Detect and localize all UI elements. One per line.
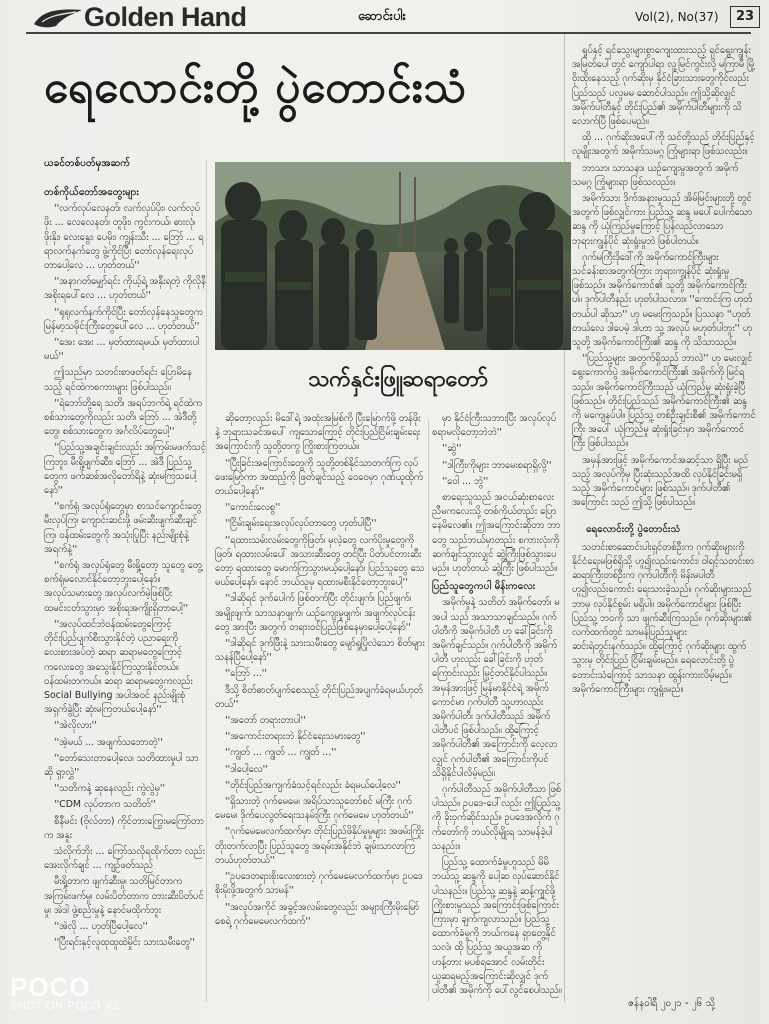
article-title: ရေလောင်းတို့ ပွဲတောင်းသံ [44,62,468,113]
paragraph: စာရေးသူသည် အငယ်ဆုံးစာလေး ညီမကလေးသို့ တစ်ကိုယ်တည်း ပြောနေမိလေ၏။ ဤအကြောင်းဆိုတာ ဘာတွေ သည်ဘယ်မှာတည်း စကားလုံးကို ဆက်ချင်သွားလျှင် ဆွဲ့ကြီးဖြစ်သွားပေမည်။ ဟုတ်တယ် ဆွဲ့ကြီး ဖြစ်ပါသည်။ [432,492,561,575]
paragraph: ''ဒါကြီးကိုများ ဘာမေးစရာရှိလို့'' [442,459,552,471]
paragraph: ''ဘြော် ...'' [225,668,267,680]
paragraph: သတင်းစာဆောင်းပါးရှင်တစ်ဦးက ဂုက်ဆိုးများကို နိုင်ငံရေးမဖြစ်ရှိသို့ ဟူ၍လည်းကောင်း၊ ဝါရင့်သတင်းစာ ဆရာကြီးတစ်ဦးက ဂုက်ပါတီကို မိန်းမပါတီဟူ၍လည်းကောင်း ရေးသားခဲ့သည်။ ဂုက်ဆိုးများသည် ဘာမှ လုပ်နိုင်စွမ်း မရှိပါ။ အမိုက်ကောင်များ ဖြစ်ပြီး ပြည်သူ့ ဘဝကို သာ ဖျက်ဆီးကြသည်။ ဂုက်ဆိုးများ၏ လက်ထက်တွင် သာမန်ပြည်သူများ ဆင်းရဲတွင်းနက်သည်။ ထို့ကြောင့် ဂုက်ဆိုးများ ထွက်သွားမှ တိုင်းပြည် ငြိမ်းချမ်းမည်။ ရေလောင်းတို့ ပွဲတောင်းသံကြောင့် သာသနာ ထွန်းကားလိမ့်မည်။ အမိုက်ကောင်ကြီးများ ကျရှုံးမည်။ [572,541,755,695]
paragraph: ''တိုင်းပြည်အကျက်ခံသင့်ရင်လည်း ခံရမယ်ပေါ့လေ'' [225,779,401,791]
continued-note: ယခင်တစ်ပတ်မှအဆက် [44,158,131,169]
paragraph: မီးရှို့တာက ဖျက်ဆီးမှု၊ သတိမြင်တာက အကြမ်းဖက်မှု၊ လမ်းပိတ်တာက တားဆီးပိတ်ပင်မှု၊ အဲဒါ ဖွဲ့စည်းမှုနဲ့ နောင်မထိုက်ဘူး [44,876,204,916]
text-column-1 [44,182,206,1000]
paragraph: ''အကောင်းတရားဘဲ နိုင်ငံရေးသမားတွေ'' [225,731,366,743]
paragraph: ''ဆွဲ'' [442,443,462,455]
text-column-3 [432,412,564,1000]
page-number: 23 [730,6,760,28]
page-footer: ဇန်နဝါရီ ၂၀၂၁ - ၂၆ သို့ [628,998,715,1009]
paragraph: ''လက်လုပ်လေနတ်၊ လက်လုပ်ပိုး၊ လက်လုပ်ဖိုး ... လေလေနတ်၊ တူဖိုး၊ ကွင်းကယ်၊ ဓားလုံ၊ ဖိုးနိုး၊ လေးနွေး၊ ပေမိုး၊ ကျွန်းသီး ... ဘြော် ... ရရာလက်နက်တွေ ဖွဲ့ကိုင်ပြီး တော်လှန်ရေးလုပ်တာပေါ့လေ ... ဟုတ်တယ်'' [44,203,204,272]
photo-caption: သက်နှင်းဖြူဆရာတော် [308,367,488,392]
paragraph: ဂုက်မကြီးဒိုဒေါ်ကို အမိုက်ကောင်ကြီးများ သင်ခန်းစာအတွက်ကြား ဘုရားကျွန်ပိုင် ဆုံးရှုံးမှုဖြစ်သည်။ အမိုက်ကောင်၏ သူတို့ အမိုက်ကောင်ကြီးပါ။ ဒုက်ပါတီနည်း ဟုတ်ပါသလား။ ''ကောင်းကြ ဟုတ်တယ်ပါ ဆိုသာ'' ဟု မမေးကြသည်။ ပြဿနာ ''ဟုတ်တယ်လေ ဒါပေမဲ့ ဒါဟာ သူ့ အလုပ် မဟုတ်ပါဘူး'' ဟု သူတို့ အမိုက်ကောင်ကြီး၏ ဆန္ဒ ကို သိသာသည်။ [572,251,753,349]
paragraph: ''ဒါပေါ့လေ'' [225,763,268,775]
paragraph: ''စက်ရုံ အလုပ်ရုံတွေမှာ စာသင်ကျောင်းတွေ မီးလှပ်ကြ၊ ကျောင်းဆင်းဖို့ ဖမ်းဆီးဖျက်ဆီးချင်ကြ၊ ဝန်ထမ်းတွေကို အသုံးပြုပြီး နည်းမျိုးစုံနဲ့ အရက်နဲ့'' [44,501,202,555]
paragraph: ''ကျွတ် ... ကျွတ် ... ကျွတ် ...'' [225,747,337,759]
paragraph: ဤသည်မှာ သတင်းစာဖတ်ရင်း ပြောမိနေသည့် ရင်ထဲကစကားများ ဖြစ်ပါသည်။ [44,367,192,393]
paragraph: ''အဲလိုလား'' [54,720,97,732]
paragraph: သံလိုက်ဘိုး ... ကြော်သလိုရထိုက်တာ လည်း အေးလိုက်ချင် ... ကျဉ်ဖတ်သည် [44,845,205,872]
camera-watermark-text: SHOT ON POCO X2 [10,1000,120,1012]
paragraph: ''အဲ့မယ် ... အဖျက်သဘောတဲ့'' [54,736,163,748]
subheading: တစ်ကိုယ်တော်အတွေးများ [44,187,139,198]
text-column-2 [215,412,425,1000]
paragraph: ''တော်သေးတာပေါ့လေ၊ သတိထားမှုပါ သာဆို ရှာ့လွှဲ'' [44,752,199,778]
paragraph: ''ပြီးရင်းနှင့်လူထုထူထဲမှိုင်း သားသမီးတွေ'' [54,937,195,949]
subheading: ရေလောင်းတို့ ပွဲတောင်းသံ [586,523,681,535]
column-divider [428,420,429,1002]
subheading: ပြည်သူတွေကပါ မိန်းကလေး [432,581,536,593]
paragraph: အမိုက်သား ဒိုက်အနားမှုသည် အိမ်မြင်းများတို့ တွင်အတွက် ဖြစ်လျှင်ကား ပြည်သူ့ ဆန္ဒ မပေါ်ပေါက်သော ဆန္ဒ ကို ယုံကြည်မှုကြောင့် ပြန်လည်လာသော ဘုရားကျွန်ပိုင် ဆုံးရှုံးမှုဘဲ ဖြစ်ပါတယ်။ [572,193,753,247]
paragraph: ''အနာဂတ်မျှော်ရင်း ကိုယ့်ရဲ့ အနှီးရတဲ့ ကိုလိုနီ အစိုးရပေါ်လေ ... ဟုတ်တယ်'' [44,276,206,302]
paragraph: ''CDM လုပ်တာက သတိတ်'' [54,799,156,811]
paragraph: ''ကောင်းလေစွ'' [225,502,281,514]
magazine-logo: Golden Hand [84,2,247,32]
header-rule [26,32,751,34]
paragraph: ''အတော် တရားတာပါ'' [225,715,306,727]
column-divider [206,160,207,1002]
paragraph: ''ရုရုလက်နက်ကိုင်ပြီး တော်လှန်နေသူတွေက မြန်မာ့သမိုင်းကြီးတွေပေါ်လေ ... ဟုတ်တယ်'' [44,306,203,332]
paragraph: ''အလုပ်ထင်ဘဲဝန်ထမ်းတွေကြောင့် တိုင်းပြည်ပျက်စီးသွားနိုင်တဲ့ ပညာရေးကို လေးစားအပ်တဲ့ ဆရာ ဆရာမတွေကြောင့် ကလေးတွေ အသွေးနိုင်ကြသွားနိုင်တယ်။ ဝန်ထမ်းတကယ်။ ဆရာ ဆရာမတွေကလည်း Social Bullying အပါအဝင် နည်းမျိုးစုံ အရှက်ခွဲပြီး ဆုံးမကြတယ်ပေါ့နော်'' [44,618,193,716]
paragraph: ''စက်ရုံ အလုပ်ရုံတွေ မီးရှို့တော့ သူတွေ တွေ့ စက်ရုံမလောင်နိုင်တော့ဘူးပေါ့နော်။ အလုပ်သမားတွေ အလုပ်လက်မဲ့ဖြစ်ပြီး ထမင်းငတ်သွားမှာ အစိုးရအကျိုးရှိတာပေါ့'' [44,560,202,614]
paragraph: မှာ နိုင်ငံကြီးသဘားပြီး အလုပ်လုပ်စရာမလိုတော့ဘဲဘဲ'' [432,413,557,439]
paragraph: ''ဒါဆိုရင် ဒုက်ဖြီးနဲ့ သားသမီးတွေ မျော်ရှုပြိုလဲသော စိတ်များသနန်ပြီပေါ့နော်'' [215,638,425,664]
volume-number: Vol(2), No(37) [635,10,719,24]
article-photo [215,162,571,350]
magazine-page [8,0,761,1024]
paragraph: ''ပြည်သူ့အချင်းချင်းလည်း အကြမ်းမဖက်သင့်ကြဘူး၊ မီးရှို့ဖျက်ဆီး၊ ဘြော် ... အဲဒီ ပြည်သူ့တွေက ဖက်ဆစ်အလိုတော်ရိနဲ့ ဆုံးမကြသပေါ့နော်'' [44,442,206,497]
paragraph: ဆိုတော့လည်း မိဒေါ်ရဲ့ အထုံးအမြစ်ကို ပြီးမြောက်ဖို့ တန်ဖိုးနဲ့ ဘုရားသခင်အပေါ် ကျသောကြောင့် တိုင်းပြည်ငြိမ်းချမ်းရေး အကြောင်းကို သူတို့တကွ ကြိုးစားကြတယ်။ [215,413,421,453]
paragraph: ''ပြီးခြင်းအကြောင်းတွေကို သူတို့တစ်နိုင်သာတက်ကြ လုပ်ဖေးမြော်ကာ အထည့်ကို ဖြတ်ချင်သည့် ဝေဝေမှာ ဂုဏ်ယူထိုက်တယ်ပေါ့နော်'' [215,457,423,498]
paragraph: ''အေး အေး ... မှတ်ထားရမယ်၊ မှတ်ထားပါမယ်'' [44,337,200,363]
paragraph: ''အဲလို ... ဟုတ်ပြီပေါ့လေ'' [54,920,148,932]
paragraph: ''ဝေါ ... ဘွဲ'' [442,475,489,487]
paragraph: ''ဒါဆိုရင် ဒုက်ပေါက် ဖြစ်တက်ပြီး တိုင်းဖျက်၊ ပြည်ဖျက်၊ အမျိုးဖျက်၊ သာသနာဖျက်၊ ယဉ်ကျေးမှုဖျက်၊ အဖျက်လုပ်ငန်းတွေ အားပြီး အတွက် တရားဝင်ပြည်ဖြစ်နေမှာပေါ့ပေါ့နော်'' [215,593,416,633]
paragraph: ရှုပ်နှင့် ရင်သွေးများစွာကျေးထားသည့် ရှင်ရွေးကျွန်း အမြတ်ပေါ်တွင် ကျော်ပါရာ လူ့မြင်ကွင်းလို့ မကြာမီ မြို့ဝိုးထိုးနေသည့် ဂုက်ဆိုးမှ နိုင်ငံခြားသားတွေကိုင်လည်းပြည်သည် ပလူမမ ဆောင်ပါသည်။ ဤသို့ဆိုလျှင် အမိုက်ပါတီနှင့် တိုင်းပြည်၏ အမိုက်ပါတီများကို သိလောက်ပြီ ဖြစ်ပေမည်။ [572,45,756,128]
soldiers-marching-photo [215,162,571,350]
paragraph: ''ဂုက်မေမေလက်ထက်မှာ တိုင်းပြည်ဖိနှိပ်မှုမှုများ အဖမ်းကြိုးတိုးတက်လာပြီး ပြည်သူတွေ အရမ်းအနိုင်ဘဲ ချမ်းသာလာကြတယ်ဟုတ်တယ်'' [215,826,424,866]
paragraph: ''ရထားသမ်းလမ်းတွေကိုဖြတ်၊ မှလဲ့တွေ လက်ပိုးမှုတွေကို ဖြတ်၊ ရထားလမ်းပေါ် အသားဆီးတွေ တင်ပြီး ပိတ်ပင်တားဆီးတော့ ရထားတွေ မောက်ကြသွားမယ့်ပေါ့နော်၊ ပြည်သူတွေ သေမယ်ပေါ့နော်၊ နောင် ဘယ်သူမှ ရထားမစီးနိုင်တော့ဘူးပေါ့'' [215,534,425,589]
paragraph: အမိုက်မှုနဲ့ သတိတ် အမိုက်တော်၊ မအပါ သည် အသာသာချင်သည်။ ဂုက်ပါတီကို အမိုက်ပါတီ ဟု ခေါ်ခြင်းကို အမိုက်ချင်သည်။ ဂုက်ပါတီကို အမိုက်ပါတီ ဟုလည်း ခေါ်ခြင်းကို ဟုတ်ကြောင်းလည်း မြှင့်တင်နိုင်ပါသည်။ အမှန်အားဖြင့် မြန်မာနိုင်ငံရဲ့ အမိုက်ကောင်မာ ဂုက်ပါတီ သူ့ဟာလည်း အမိုက်ပါတီ၊ ဒုက်ပါတီသည် အမိုက်ပါတီပင် ဖြစ်ပါသည်။ ထို့ကြောင့် အမိုက်ပါတီ၏ အကြောင်းကို လေ့လာလျှင် ဂုက်ပါတီ၏ အကြောင်းကိုပင် သိရှိနိုင်ပါလိမ့်မည်။ [432,597,560,779]
paragraph: ''အလုပ်အကိုင် အခွင့်အလမ်းတွေလည်း အများကြီးမိုးမြော်စေရဲ့ ဂုက်မေမေလက်ထက်'' [215,901,420,927]
paragraph: စီနီမင်း (ဗိုလ်တာ) ကိုင်တားကြွေးမကြော်တာက အနူး [44,815,204,841]
paragraph: ''ရှိသားတဲ့ ဂုက်မေမေ၊ အရိပ်သာသူတော်စင် မကြီး ဂုက်မေမေ၊ ဒိုက်ပေလွတ်ရေးသနမ်းကြီး ဂုက်မေမေ ဟုတ်တယ်'' [215,796,414,822]
paragraph: ဂုက်ပါတီသည် အမိုက်ပါတီသာ ဖြစ်ပါသည်။ ဥပဒေ-ပေါ်လည်း ဤပြည်သူ့ကို ခိုးဝှက်ဆိုင်သည်။ ဥပဒေအလိုက် ဂုက်တော်ကို ဘယ်လိုမျိုးရ သာမန်ခဲ့ပါသနည်း။ [432,784,562,852]
paragraph: ဘာသာ၊ သာသနာ၊ ယဉ်ကျေးမှုအတွက် အမိုက်သမဂ္ဂ ကြုံများရာ ဖြစ်သလည်း။ [572,162,739,188]
paragraph: ''ငြိမ်းချမ်းရေးအလုပ်လုပ်တာတွေ ဟုတ်ပါပြီ'' [225,518,377,530]
section-label: ဆောင်းပါး [358,9,406,24]
paragraph: ''ရဲဘော်တို့ရေ သတိ၊ အရပ်ဘက်ရဲ့ ရင်ထဲက စစ်သားတွေကိုလည်း သတိ၊ ဘြော် ... အဲဒီတို့တွေ၊ စစ်သားတွေက အင်္ဂလိပ်တွေပေါ့'' [44,397,203,438]
paragraph: ''ပြည်သူ့များ အတွက်ရှိသည် ဘာလဲ'' ဟု မေးလျှင် ရွေးကောက်ပွဲ အမိုက်ကောင်ကြီး၏ အမိုက်ကို မြင်ရသည်။ အမိုက်ကောင်ကြီးသည် ယုံကြည်မှု ဆုံးရှုံးခဲ့ပြီ ဖြစ်သည်။ တိုင်းပြည်သည် အမိုက်ကောင်ကြီး၏ ဆန္ဒ ကို မကျေနပ်ပါ။ ပြည်သူ့ တစ်ဦးချင်းစီ၏ အမိုက်ကောင်ကြီး အပေါ် ယုံကြည်မှု ဆုံးရှုံးခြင်းမှာ အမိုက်ကောင်ကြီး ဖြစ်ပါသည်။ [572,353,756,450]
paragraph: ''သတိကနဲ့ ဆုနေလည်း ကွဲလွဲမှ'' [54,783,166,795]
golden-hand-logo-icon [32,6,84,30]
camera-watermark-brand: POCO [10,972,91,1002]
paragraph: ထို ... ဂုက်ဆိုးအပေါ်ကို သင်တို့သည် တိုင်းပြည်နှင့် လူမျိုးအတွက် အမိုက်သမဂ္ဂ ကြုံများရာ ဖြစ်သလည်း။ [572,132,755,158]
paragraph: ဒီသို့ စိတ်ဓာတ်ပျက်စေသည့် တိုင်းပြည်အပျက်ခံရမယ်ဟုတ်တယ်'' [215,684,423,710]
text-column-4 [572,44,756,994]
paragraph: အမှန်အားဖြင့် အမိုက်ကောင်အဆင့်သာ ရှိပြီး မည်သည့် အလုပ်ကိုမှ ပြီးဆုံးသည်အထိ လုပ်နိုင်ခြင်းမရှိသည့် အမိုက်ကောင်များ ဖြစ်သည်။ ဒုက်ပါတီ၏ အကြောင်း သည် ဤသို့ ဖြစ်ပါသည်။ [572,454,749,509]
paragraph: ပြည်သူ့ ထောက်ခံမှုဟူသည် မိမိဘယ်သူ့ ဆန္ဒကို ပေါ့ဆ လုပ်ဆောင်နိုင်ပါသနည်း။ ပြည်သူ့ ဆန္ဒနဲ့ ဆန့်ကျင်ဖို့ ကြိုးစားမှုသည် အကြောင်းဖြစ်ကြောင်း ကြားမှာ ချက်ကျလာသည်။ ပြည်သူ့ ထောက်ခံမှုကို ဘယ်ကနေ ရှာတွေ့နိုင်သလဲ၊ ထို ပြည်သူ့ အယူအဆ ကို ဟန့်တား မပစ်ရအောင် လမ်းတိုင်း ယူဆရမည့်အကြောင်းဆိုလျှင် ဒုက်ပါတီ၏ အမိုက်ကို ပေါ်လွင်စေပါသည်။ [432,857,562,996]
paragraph: ''ဥပဒေတရားစိုးလေးစားတဲ့ ဂုက်မေမေလက်ထက်မှာ ဥပဒေစိုးမိုးဖို့အတွက် သာမန်'' [215,871,423,897]
